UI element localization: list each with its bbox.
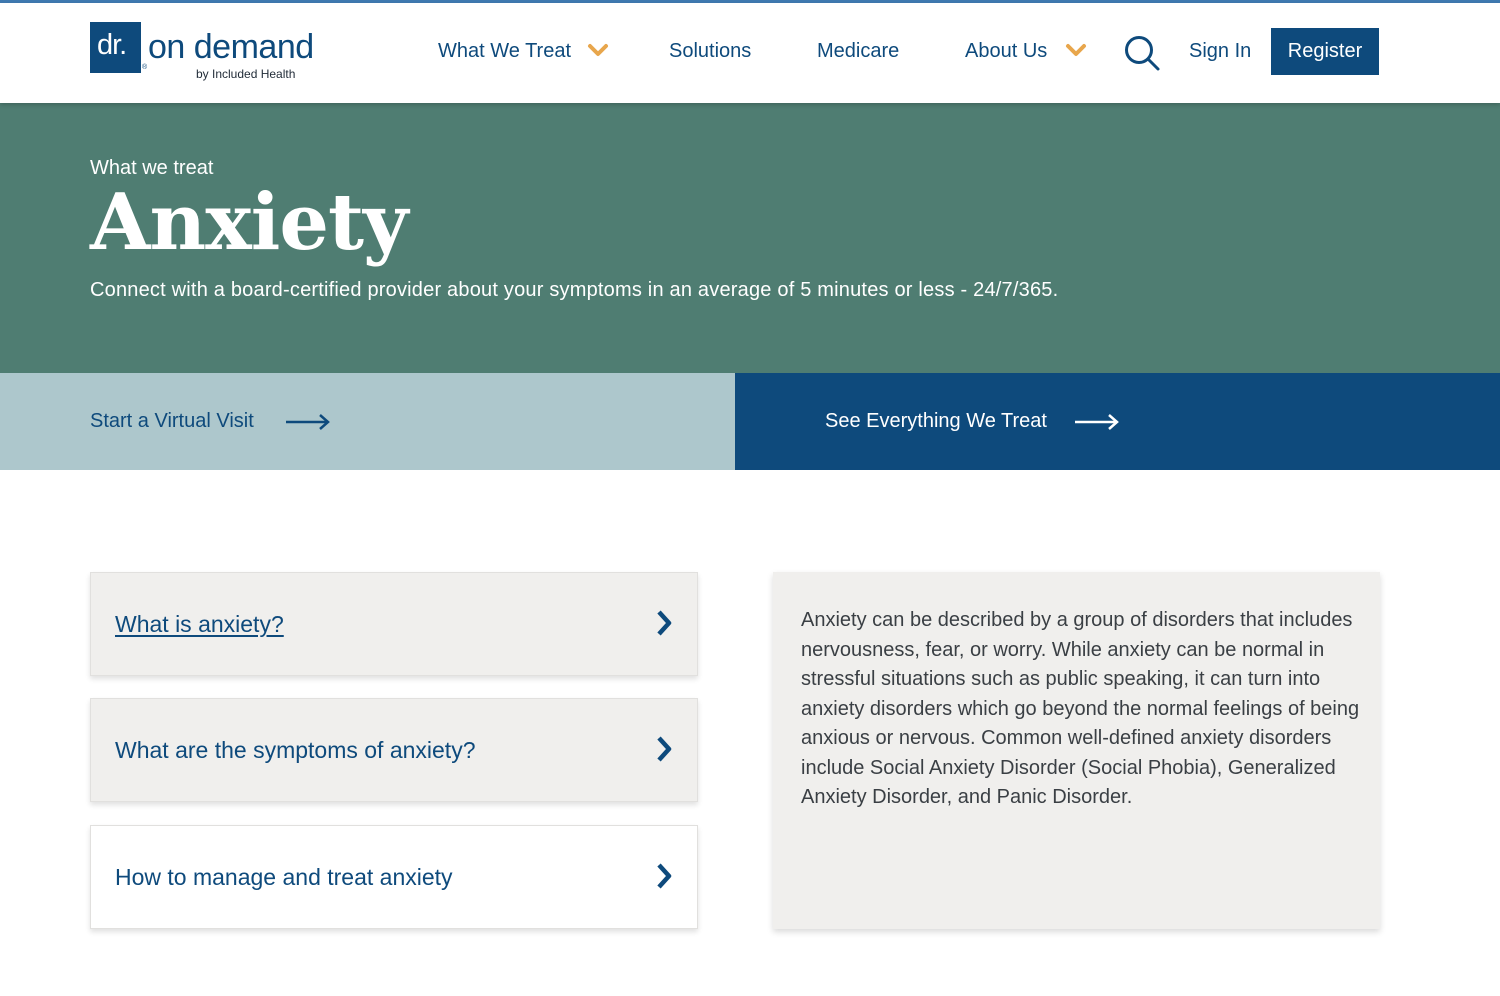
sign-in-link[interactable]: Sign In [1189, 40, 1252, 62]
chevron-right-icon [654, 609, 676, 637]
nav-about-us[interactable]: About Us [965, 40, 1048, 62]
chevron-right-icon [654, 862, 676, 890]
arrow-right-icon [285, 413, 331, 431]
site-logo[interactable] [90, 22, 314, 84]
nav-medicare[interactable]: Medicare [817, 40, 900, 62]
faq-item-what-is-anxiety[interactable] [90, 572, 698, 676]
faq-answer-panel [773, 572, 1380, 929]
logo-tagline: by Included Health [196, 67, 296, 81]
faq-item-manage-treat[interactable] [90, 825, 698, 929]
faq-item-label[interactable]: What are the symptoms of anxiety? [115, 737, 476, 763]
nav-solutions[interactable]: Solutions [669, 40, 752, 62]
page-title: Anxiety [90, 177, 408, 268]
arrow-right-icon [1074, 413, 1120, 431]
hero-banner [0, 103, 1500, 373]
faq-item-symptoms[interactable] [90, 698, 698, 802]
hero-subtitle: Connect with a board-certified provider about your symptoms in an average of 5 minutes or less - 24/7/365. [90, 279, 1059, 301]
logo-mark-text: dr. [97, 29, 127, 61]
chevron-right-icon [654, 735, 676, 763]
site-header [0, 3, 1500, 103]
faq-answer-text: Anxiety can be described by a group of disorders that includes nervousness, fear, or worry. While anxiety can be normal in stressful situations such as public speaking, it can turn into anxiety disorders which go beyond the normal feelings of being anxious or nervous. Common well-defined anxiety disorders include Social Anxiety Disorder (Social Phobia), Generalized Anxiety Disorder, and Panic Disorder. [801, 609, 1360, 808]
hero-eyebrow: What we treat [90, 157, 214, 179]
see-everything-label: See Everything We Treat [825, 410, 1047, 432]
chevron-down-icon[interactable] [1065, 42, 1087, 60]
start-virtual-visit-label: Start a Virtual Visit [90, 410, 254, 432]
logo-name: on demand [148, 28, 314, 66]
see-everything-we-treat-button[interactable] [735, 373, 1500, 470]
search-icon[interactable] [1123, 34, 1161, 72]
logo-mark [90, 22, 141, 73]
faq-item-label[interactable]: How to manage and treat anxiety [115, 864, 453, 890]
logo-registered-mark: ® [142, 64, 148, 71]
nav-what-we-treat[interactable]: What We Treat [438, 40, 572, 62]
register-button[interactable]: Register [1271, 28, 1379, 75]
start-virtual-visit-button[interactable] [0, 373, 735, 470]
chevron-down-icon[interactable] [587, 42, 609, 60]
faq-item-label[interactable]: What is anxiety? [115, 611, 284, 637]
